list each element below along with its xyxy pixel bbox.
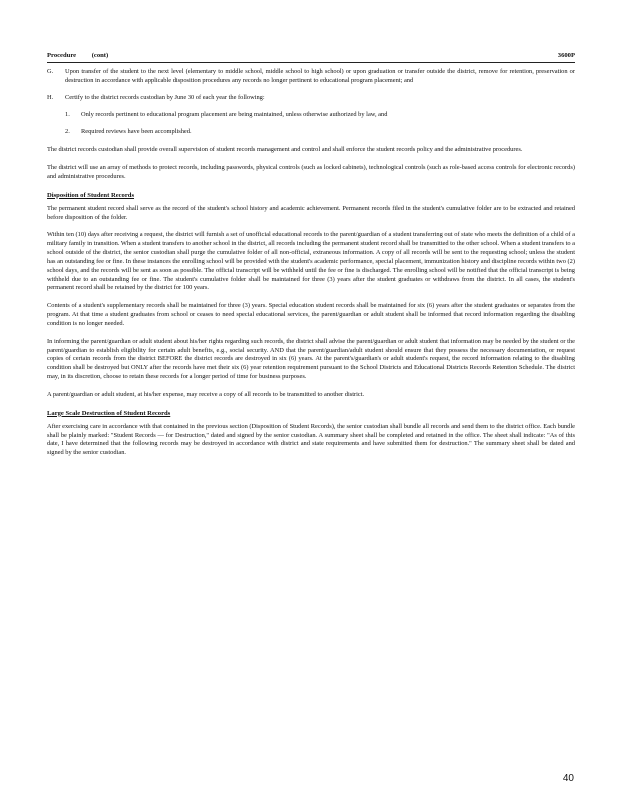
page-number: 40 [562, 773, 574, 784]
page-content [47, 51, 575, 467]
sub-item-2 [65, 128, 575, 137]
item-text: Certify to the district records custodian by June 30 of each year the following: [65, 93, 265, 101]
paragraph-protection-methods: The district will use an array of methods to protect records, including passwords, physical controls (such as locked cabinets), technological controls (such as role-based access controls for electronic records) and administrative procedures. [47, 164, 575, 180]
page-header [47, 51, 575, 61]
section-heading-disposition: Disposition of Student Records [47, 191, 135, 199]
header-rule [47, 62, 575, 63]
header-procedure-label: Procedure [47, 52, 77, 59]
paragraph-informing-rights: In informing the parent/guardian or adult student about his/her rights regarding such records, the district shall advise the parent/guardian or adult student that information may be needed by the student or the parent/guardian to establish eligibility for certain adult benefits, e.g., social security. AND that the parent/guardian/adult student should ensure that they possess the necessary documentation, or request copies of certain records from the district BEFORE the district records are destroyed in six (6) years. At the parent's/guardian's or adult student's request, the record information relating to the disabling condition shall be destroyed but ONLY after the records have met their six (6) year retention requirement pursuant to the School Districts and Educational Districts Records Retention Schedule. The district may, in its discretion, choose to retain these records for a longer period of time for business purposes. [47, 337, 575, 381]
item-text: Upon transfer of the student to the next level (elementary to middle school, middle school to high school) or upon graduation or transfer outside the district, remove for retention, preservation or destruction in accordance with applicable disposition procedures any records no longer pertinent to educational program placement; and [65, 68, 575, 84]
paragraph-large-scale-destruction: After exercising care in accordance with that contained in the previous section (Disposition of Student Records), the senior custodian shall bundle all records and send them to the district office. Each bundle shall be plainly marked: "Student Records — for Destruction," dated and signed by the senior custodian. A summary sheet shall be completed and retained in the office. The sheet shall indicate: "As of this date, I have determined that the following records may be destroyed in accordance with district and state requirements and have submitted them for destruction." The summary sheet shall be dated and signed by the senior custodian. [47, 422, 575, 457]
item-label: G. [47, 68, 54, 76]
paragraph-transfer-requests: Within ten (10) days after receiving a request, the district will furnish a set of unofficial educational records to the parent/guardian of a student transferring out of state who meets the definition of a child of a military family in transition. When a student transfers to another school in the district, all records including the permanent student record shall be transmitted to the other school. When a student transfers to a school outside of the district, the senior custodian shall purge the cumulative folder of all non-official, extraneous information. A copy of all records will be sent to the requesting school; unless the student has an outstanding fee or fine. In these instances the enrolling school will be provided with the student's academic performance, special placement, immunization history and discipline records within two (2) school days, and the records will be sent as soon as possible. The official transcript will be withheld until the fee or fine is discharged. The enrolling school will be notified that the official transcript is being withheld due to an outstanding fee or fine. The student's cumulative folder shall be maintained for three (3) years after the student graduates or withdraws from the district. In all cases, the student's permanent record shall be retained by the district for 100 years. [47, 231, 575, 292]
list-item-h [47, 94, 575, 103]
sub-item-text: Only records pertinent to educational program placement are being maintained, unless otherwise authorized by law, and [81, 110, 388, 118]
list-item-g [47, 68, 575, 86]
paragraph-copy-request: A parent/guardian or adult student, at his/her expense, may receive a copy of all records to be transmitted to another district. [47, 390, 365, 398]
sub-item-label: 2. [65, 128, 70, 136]
section-heading-large-scale-destruction: Large Scale Destruction of Student Records [47, 409, 171, 417]
paragraph-supplementary-records: Contents of a student's supplementary records shall be maintained for three (3) years. Special education student records shall be maintained for six (6) years after the student graduates or separates from the program. At that time a student graduates from school or ceases to need special educational services, the parent/guardian or adult student shall be informed that record information regarding the disabling condition is no longer needed. [47, 302, 575, 327]
sub-item-text: Required reviews have been accomplished. [81, 128, 192, 136]
header-policy-code: 3600P [557, 52, 575, 59]
paragraph-permanent-record: The permanent student record shall serve as the record of the student's school history and academic achievement. Permanent records filed in the student's cumulative folder are to be extracted and retained before disposition of the folder. [47, 204, 575, 221]
paragraph-records-custodian: The district records custodian shall provide overall supervision of student records management and control and shall enforce the student records policy and the administrative procedures. [47, 146, 523, 154]
item-label: H. [47, 93, 54, 101]
header-cont-label: (cont) [91, 52, 109, 59]
header-left [47, 51, 122, 60]
sub-item-label: 1. [65, 110, 70, 118]
sub-item-1 [65, 111, 575, 120]
